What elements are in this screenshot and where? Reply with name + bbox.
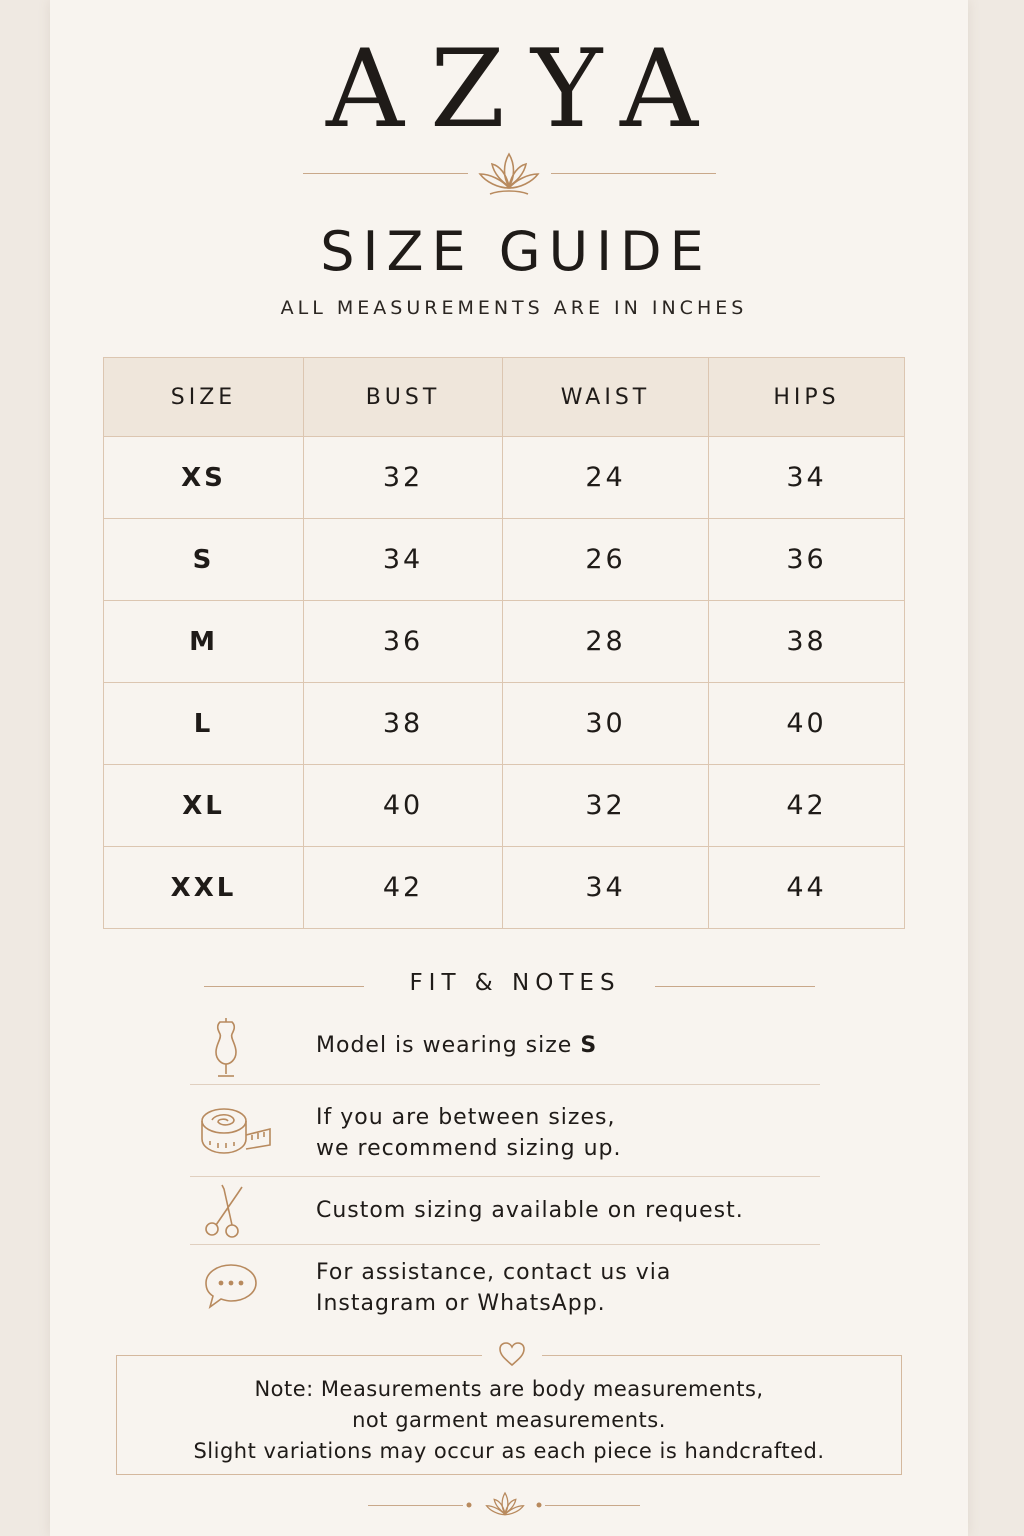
waist-cell: 24 <box>503 437 709 519</box>
note-text-bold: S <box>580 1033 598 1058</box>
waist-cell: 32 <box>503 765 709 847</box>
bottom-line-right <box>545 1505 640 1506</box>
hips-cell: 38 <box>709 601 905 683</box>
hips-cell: 40 <box>709 683 905 765</box>
list-item <box>190 1085 820 1177</box>
footer-note: Note: Measurements are body measurements, not garment measurements. Slight variations may occur as each piece is handcrafted. <box>193 1377 825 1463</box>
page-subtitle: ALL MEASUREMENTS ARE IN INCHES <box>280 297 748 319</box>
bottom-line-left <box>368 1505 463 1506</box>
size-cell: XL <box>104 765 304 847</box>
bust-cell: 42 <box>304 847 503 929</box>
size-table <box>103 357 905 929</box>
table-row <box>104 601 905 683</box>
bust-cell: 36 <box>304 601 503 683</box>
list-item <box>190 1012 820 1085</box>
hips-cell: 44 <box>709 847 905 929</box>
dot-ornament-icon <box>535 1501 543 1509</box>
size-cell: XXL <box>104 847 304 929</box>
scissors-icon <box>202 1183 254 1239</box>
table-header-row <box>104 358 905 437</box>
dot-ornament-icon <box>465 1501 473 1509</box>
page-title: SIZE GUIDE <box>320 220 712 283</box>
column-header-size: SIZE <box>104 358 304 437</box>
list-item <box>190 1177 820 1245</box>
notes-heading: FIT & NOTES <box>409 970 621 996</box>
hips-cell: 42 <box>709 765 905 847</box>
bust-cell: 32 <box>304 437 503 519</box>
brand-logo: AZYA <box>326 27 724 152</box>
waist-cell: 28 <box>503 601 709 683</box>
size-cell: M <box>104 601 304 683</box>
note-text-plain: Model is wearing size <box>316 1033 581 1058</box>
hips-cell: 36 <box>709 519 905 601</box>
waist-cell: 26 <box>503 519 709 601</box>
bust-cell: 40 <box>304 765 503 847</box>
table-row <box>104 847 905 929</box>
bust-cell: 38 <box>304 683 503 765</box>
lotus-icon <box>484 1490 526 1524</box>
table-row <box>104 765 905 847</box>
note-text: For assistance, contact us via Instagram or WhatsApp. <box>316 1260 672 1316</box>
column-header-waist: WAIST <box>503 358 709 437</box>
bust-cell: 34 <box>304 519 503 601</box>
ornament-line-left <box>303 173 468 174</box>
note-text: If you are between sizes, we recommend sizing up. <box>316 1105 622 1161</box>
table-row <box>104 437 905 519</box>
size-cell: L <box>104 683 304 765</box>
dress-form-icon <box>206 1016 246 1078</box>
note-text: Custom sizing available on request. <box>316 1198 744 1223</box>
column-header-bust: BUST <box>304 358 503 437</box>
measuring-tape-icon <box>200 1105 274 1157</box>
waist-cell: 34 <box>503 847 709 929</box>
hips-cell: 34 <box>709 437 905 519</box>
waist-cell: 30 <box>503 683 709 765</box>
size-cell: S <box>104 519 304 601</box>
list-item <box>190 1245 820 1325</box>
size-cell: XS <box>104 437 304 519</box>
ornament-line-right <box>551 173 716 174</box>
table-row <box>104 519 905 601</box>
table-row <box>104 683 905 765</box>
note-text <box>316 1030 597 1061</box>
column-header-hips: HIPS <box>709 358 905 437</box>
chat-bubble-icon <box>202 1261 260 1313</box>
lotus-icon <box>476 150 542 202</box>
heart-icon <box>497 1340 527 1368</box>
